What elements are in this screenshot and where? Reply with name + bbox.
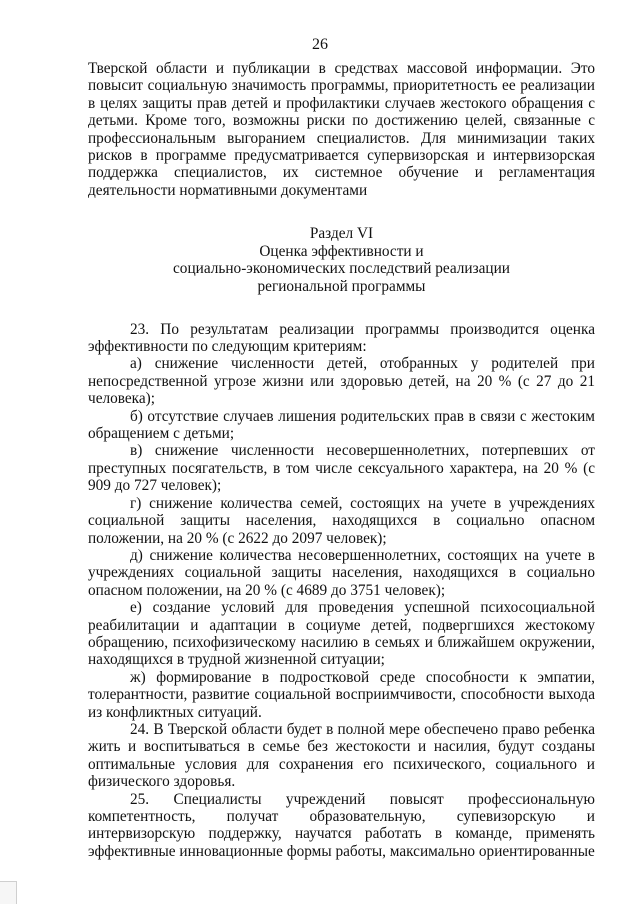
criterion-g: г) снижение количества семей, состоящих на учете в учреждениях социальной защиты населения, находящихся в социально опасном положении, на 20 % (с 2622 до 2097 человек); — [88, 494, 595, 547]
paragraph-23: 23. По результатам реализации программы производится оценка эффективности по следующим критериям: — [88, 320, 595, 356]
criterion-e: е) создание условий для проведения успешной психосоциальной реабилитации и адаптации в социуме детей, подвергшихся жестокому обращению, психофизическому насилию в семьях и ближайшем окружении, находящихся в трудной жизненной ситуации; — [88, 599, 595, 669]
section-heading — [88, 225, 595, 295]
criterion-b: б) отсутствие случаев лишения родительских прав в связи с жестоким обращением с детьми; — [88, 407, 595, 443]
paragraph-24: 24. В Тверской области будет в полной мере обеспечено право ребенка жить и воспитываться в семье без жестокости и насилия, будут созданы оптимальные условия для сохранения его психического, социального и физического здоровья. — [88, 720, 595, 791]
criterion-zh: ж) формирование в подростковой среде способности к эмпатии, толерантности, развитие социальной восприимчивости, способности выхода из конфликтных ситуаций. — [88, 668, 595, 721]
section-title-line: социально-экономических последствий реализации — [173, 260, 510, 278]
section-label: Раздел VI — [309, 225, 374, 243]
page-number: 26 — [312, 36, 328, 53]
paragraph-25: 25. Специалисты учреждений повысят профессиональную компетентность, получат образовательную, супевизорскую и интервизорскую поддержку, научатся работать в команде, применять эффективные инновационные формы работы, максимально ориентированные — [88, 790, 595, 860]
criterion-d: д) снижение количества несовершеннолетних, состоящих на учете в учреждениях социальной защиты населения, находящихся в социально опасном положении, на 20 % (с 4689 до 3751 человек); — [88, 546, 595, 599]
section-title-line: Оценка эффективности и — [259, 242, 424, 260]
criterion-v: в) снижение численности несовершеннолетних, потерпевших от преступных посягательств, в том числе сексуального характера, на 20 % (с 909 до 727 человек); — [88, 442, 595, 495]
document-body — [88, 60, 595, 860]
section-title-line: региональной программы — [257, 278, 426, 296]
scan-edge-mark — [0, 881, 17, 904]
criterion-a: а) снижение численности детей, отобранных у родителей при непосредственной угрозе жизни или здоровью детей, на 20 % (с 27 до 21 человека); — [88, 355, 595, 408]
intro-paragraph: Тверской области и публикации в средствах массовой информации. Это повысит социальную значимость программы, приоритетность ее реализации в целях защиты прав детей и профилактики случаев жестокого обращения с детьми. Кроме того, возможны риски по достижению целей, связанные с профессиональным выгоранием специалистов. Для минимизации таких рисков в программе предусматривается супервизорская и интервизорская поддержка специалистов, их системное обучение и регламентация деятельности нормативными документами — [88, 60, 595, 199]
